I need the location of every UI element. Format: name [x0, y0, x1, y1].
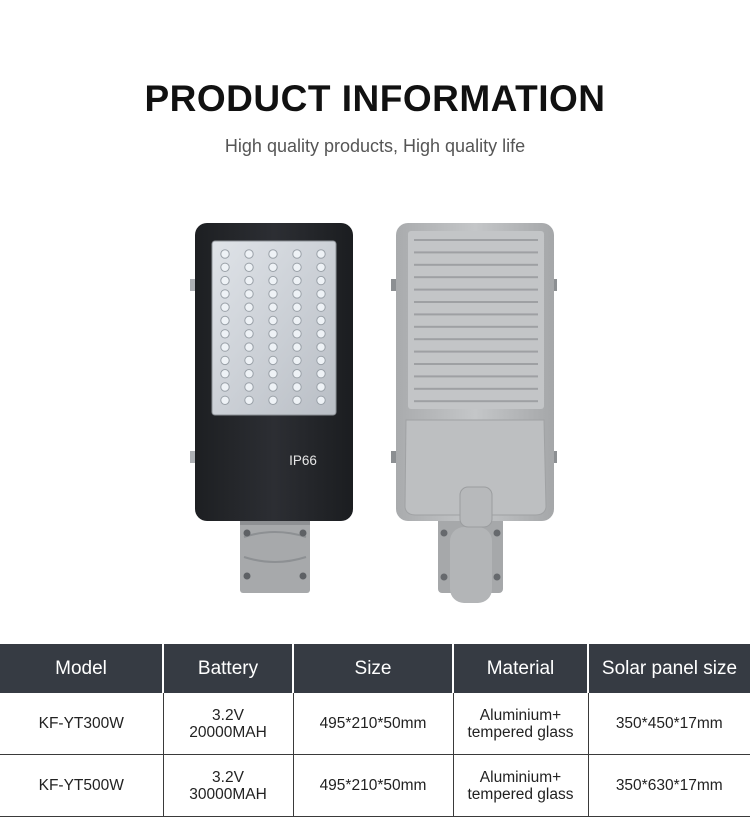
cell-model: KF-YT300W — [0, 693, 163, 755]
cell-solar-panel-size: 350*450*17mm — [588, 693, 750, 755]
fin-line — [414, 313, 538, 315]
material-line-2: tempered glass — [467, 785, 574, 803]
battery-voltage: 3.2V — [212, 706, 244, 724]
header-material: Material — [453, 644, 588, 693]
led-chip — [269, 343, 277, 351]
led-chip — [293, 276, 301, 284]
fin-line — [414, 289, 538, 291]
led-chip — [221, 276, 229, 284]
fin-line — [414, 251, 538, 253]
cell-size: 495*210*50mm — [293, 693, 453, 755]
ip-rating-label: IP66 — [289, 453, 317, 468]
led-chip — [317, 343, 325, 351]
led-chip — [317, 383, 325, 391]
cell-solar-panel-size: 350*630*17mm — [588, 755, 750, 817]
front-view-light — [190, 223, 353, 593]
back-view-light — [391, 223, 557, 603]
led-chip — [221, 290, 229, 298]
led-chip — [221, 356, 229, 364]
fin-line — [414, 375, 538, 377]
led-chip — [221, 370, 229, 378]
led-chip — [269, 290, 277, 298]
led-chip — [293, 250, 301, 258]
fin-line — [414, 388, 538, 390]
cell-model: KF-YT500W — [0, 755, 163, 817]
material-line-1: Aluminium+ — [479, 768, 562, 786]
led-chip — [269, 263, 277, 271]
led-chip — [245, 303, 253, 311]
led-chip — [317, 370, 325, 378]
battery-capacity: 20000MAH — [189, 723, 267, 741]
led-chip — [245, 250, 253, 258]
fin-line — [414, 363, 538, 365]
header-battery: Battery — [163, 644, 293, 693]
led-chip — [221, 263, 229, 271]
led-chip — [293, 303, 301, 311]
led-chip — [221, 316, 229, 324]
led-chip — [293, 290, 301, 298]
cell-size: 495*210*50mm — [293, 755, 453, 817]
led-chip — [269, 356, 277, 364]
led-chip — [317, 263, 325, 271]
battery-capacity: 30000MAH — [189, 785, 267, 803]
page-title: PRODUCT INFORMATION — [144, 78, 606, 119]
led-chip — [317, 303, 325, 311]
battery-voltage: 3.2V — [212, 768, 244, 786]
header-model: Model — [0, 644, 163, 693]
led-chip — [269, 250, 277, 258]
led-chip — [221, 383, 229, 391]
led-chip — [245, 396, 253, 404]
table-row — [0, 693, 750, 755]
led-chip — [245, 383, 253, 391]
led-chip — [221, 330, 229, 338]
led-chip — [245, 276, 253, 284]
led-chip — [245, 356, 253, 364]
cell-battery — [163, 755, 293, 817]
page-subtitle: High quality products, High quality life — [224, 136, 526, 156]
led-chip — [293, 396, 301, 404]
led-chip — [245, 330, 253, 338]
led-chip — [269, 316, 277, 324]
spec-table — [0, 644, 750, 817]
header-size: Size — [293, 644, 453, 693]
fin-line — [414, 326, 538, 328]
led-chip — [317, 396, 325, 404]
table-row — [0, 755, 750, 817]
led-chip — [245, 343, 253, 351]
fin-line — [414, 264, 538, 266]
led-chip — [317, 290, 325, 298]
led-chip — [269, 383, 277, 391]
street-light-product-image — [180, 215, 580, 610]
led-chip — [293, 356, 301, 364]
led-chip — [293, 370, 301, 378]
led-chip — [221, 303, 229, 311]
led-chip — [269, 370, 277, 378]
led-chip — [317, 250, 325, 258]
fin-line — [414, 239, 538, 241]
led-chip — [245, 263, 253, 271]
led-chip — [269, 330, 277, 338]
material-line-2: tempered glass — [467, 723, 574, 741]
led-chip — [317, 276, 325, 284]
led-chip — [293, 343, 301, 351]
table-header-row — [0, 644, 750, 693]
led-chip — [245, 370, 253, 378]
fin-line — [414, 301, 538, 303]
led-chip — [293, 330, 301, 338]
led-chip — [317, 316, 325, 324]
fin-line — [414, 400, 538, 402]
cell-material — [453, 693, 588, 755]
fin-line — [414, 276, 538, 278]
led-chip — [269, 303, 277, 311]
led-chip — [221, 343, 229, 351]
led-chip — [245, 316, 253, 324]
cell-battery — [163, 693, 293, 755]
fin-line — [414, 338, 538, 340]
material-line-1: Aluminium+ — [479, 706, 562, 724]
led-chip — [293, 263, 301, 271]
led-chip — [293, 383, 301, 391]
cell-material — [453, 755, 588, 817]
led-chip — [293, 316, 301, 324]
led-chip — [221, 396, 229, 404]
fin-line — [414, 351, 538, 353]
led-chip — [317, 356, 325, 364]
led-chip — [317, 330, 325, 338]
led-chip — [245, 290, 253, 298]
header-solar-panel-size: Solar panel size — [588, 644, 750, 693]
led-chip — [269, 396, 277, 404]
led-chip — [221, 250, 229, 258]
led-chip — [269, 276, 277, 284]
